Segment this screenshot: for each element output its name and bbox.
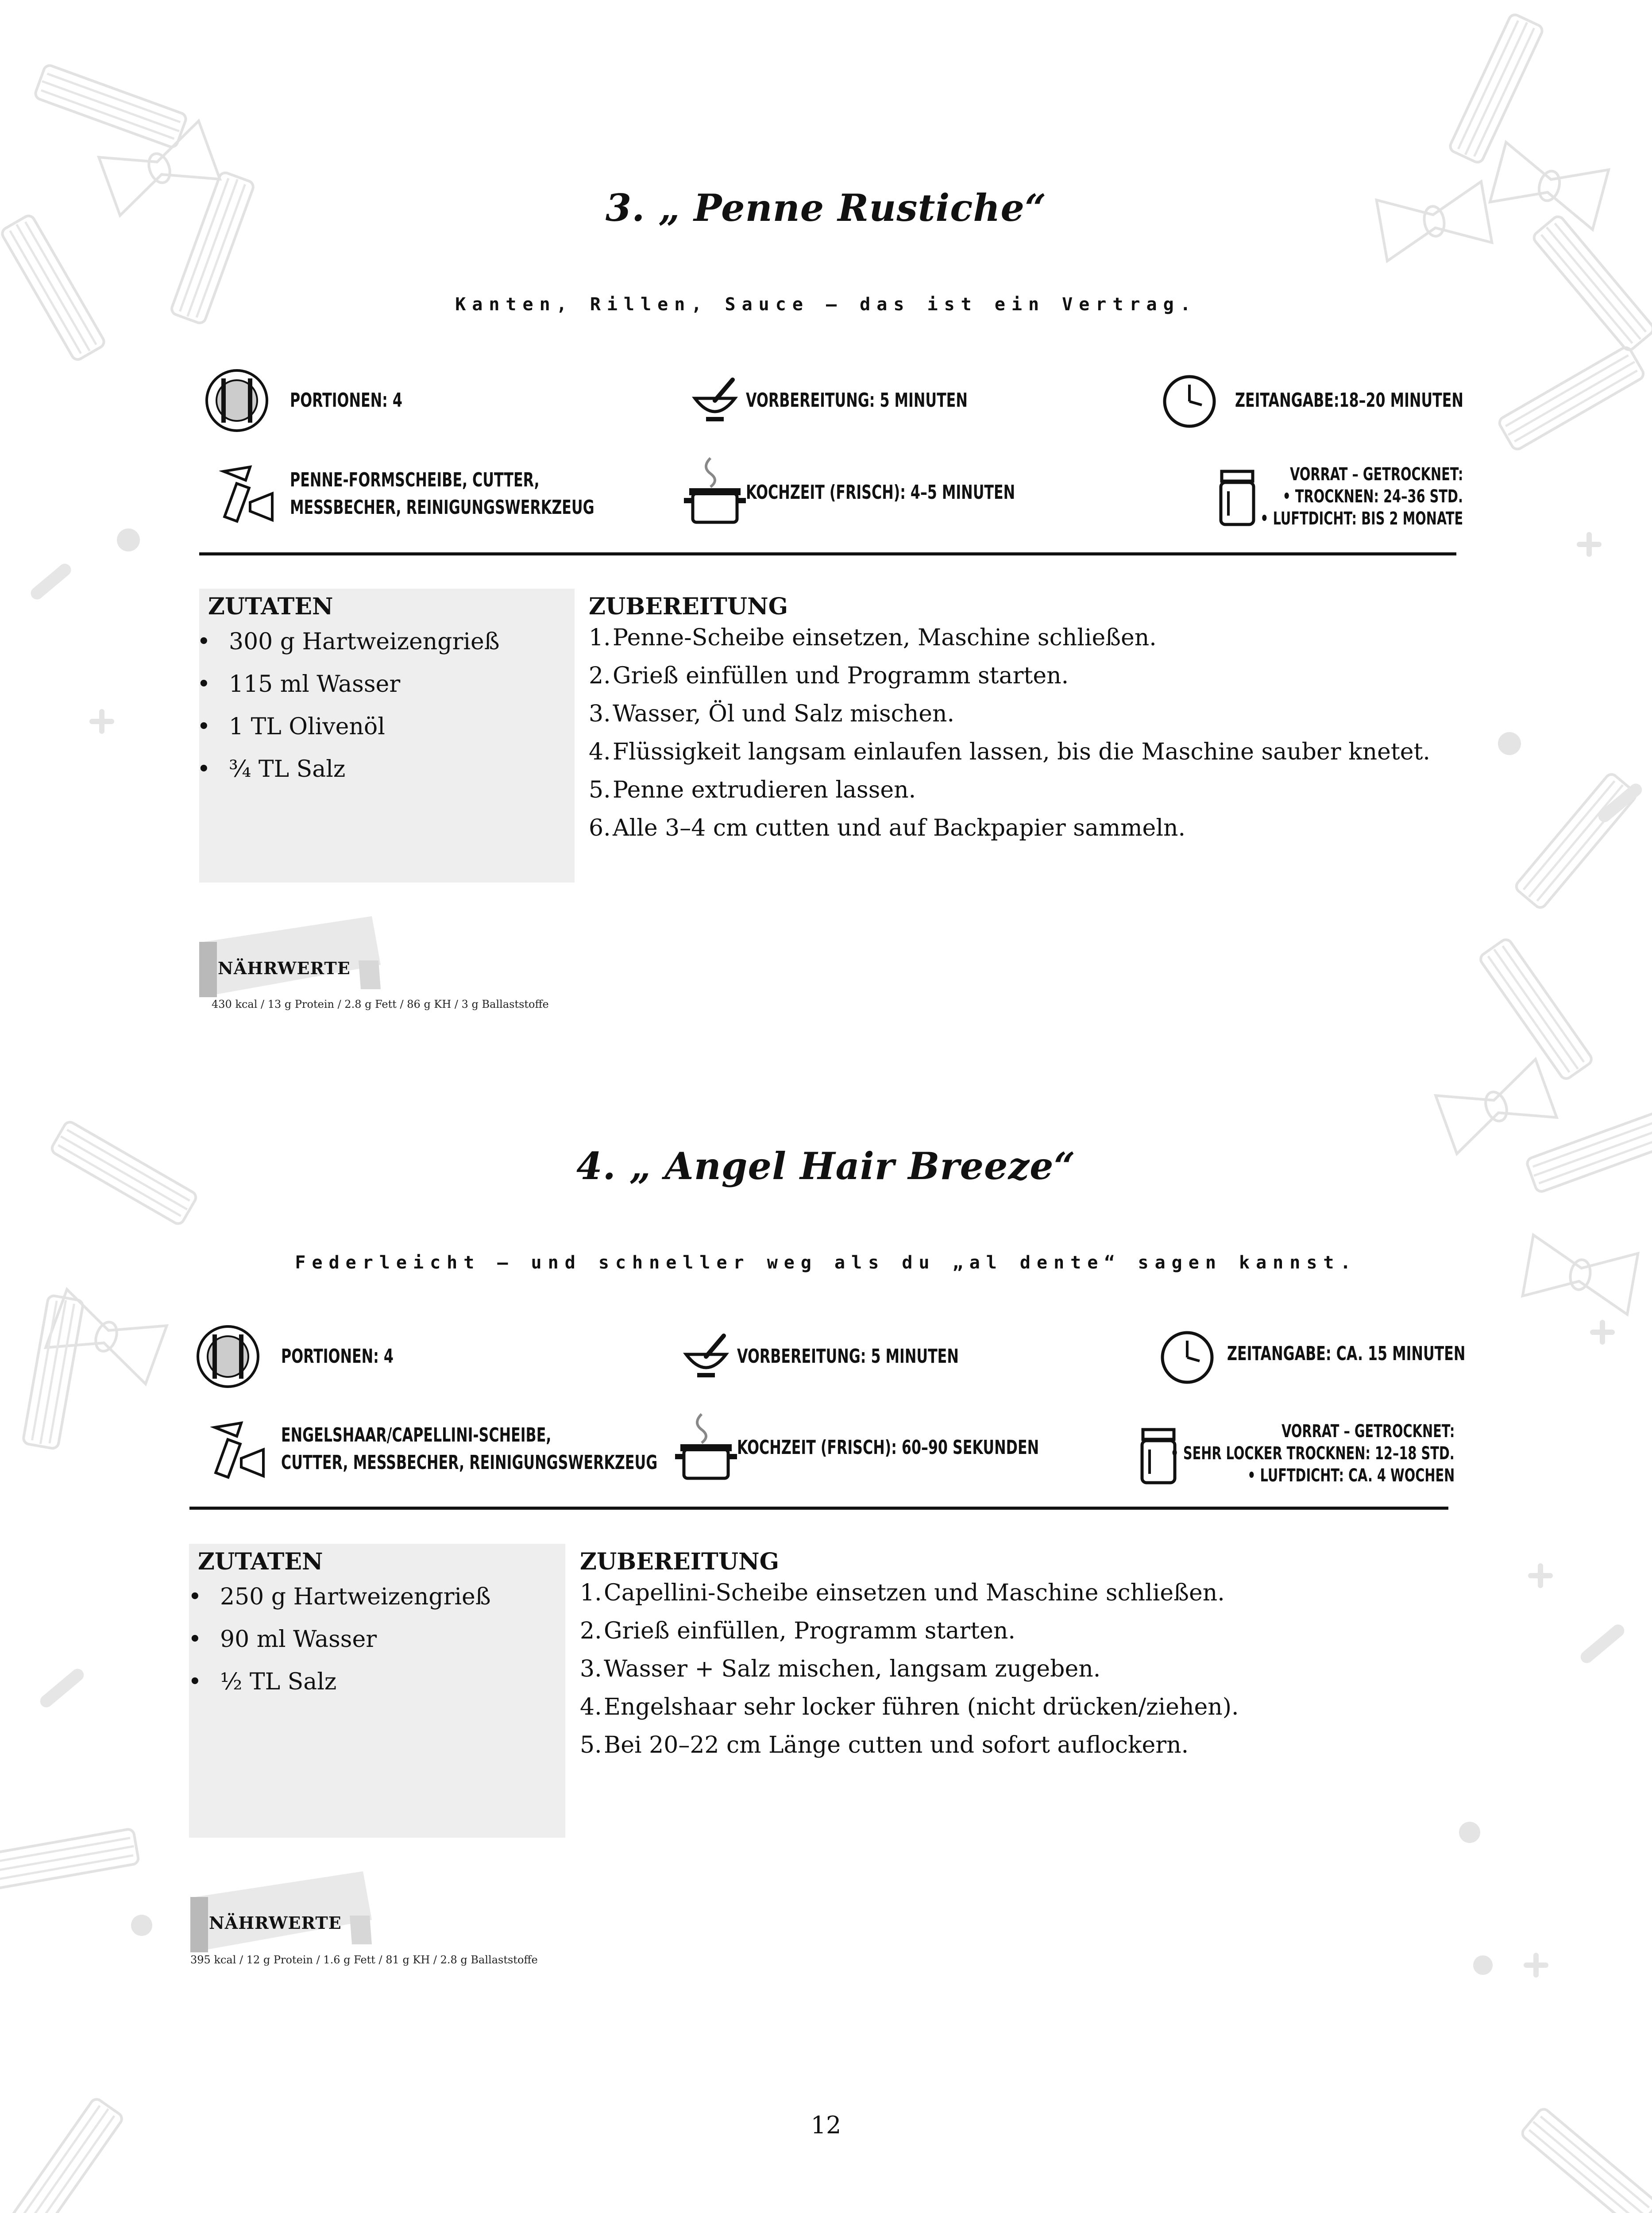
step-number: 4.	[580, 1694, 602, 1720]
tools-icon	[219, 463, 277, 524]
step-number: 1.	[589, 625, 611, 651]
step-text: Capellini-Scheibe einsetzen und Maschine schließen.	[604, 1580, 1225, 1606]
zutaten-list	[188, 1576, 491, 1703]
zeitangabe-text: ZEITANGABE: CA. 15 MINUTEN	[1227, 1342, 1466, 1365]
portionen-text: PORTIONEN: 4	[281, 1345, 394, 1368]
step-text: Penne-Scheibe einsetzen, Maschine schließen.	[613, 625, 1157, 651]
recipe-title: 3. „ Penne Rustiche“	[605, 186, 1047, 230]
step-number: 2.	[580, 1618, 602, 1644]
page-number: 12	[811, 2111, 841, 2139]
recipe-subtitle: Federleicht – und schneller weg als du „al dente“ sagen kannst.	[295, 1253, 1357, 1273]
portionen-text: PORTIONEN: 4	[290, 389, 402, 412]
geraete-line-2: CUTTER, MESSBECHER, REINIGUNGSWERKZEUG	[281, 1451, 658, 1474]
zutat-item: • 115 ml Wasser	[197, 663, 500, 706]
vorbereitung-text: VORBEREITUNG: 5 MINUTEN	[737, 1345, 959, 1368]
clock-icon	[1160, 1330, 1215, 1385]
step-number: 3.	[589, 701, 611, 727]
mortar-bowl-icon	[682, 1332, 730, 1381]
zutat-item: • 1 TL Olivenöl	[197, 706, 500, 748]
step-item	[589, 809, 1430, 847]
zubereitung-heading: ZUBEREITUNG	[589, 593, 788, 620]
step-item	[589, 619, 1430, 657]
kochzeit-text: KOCHZEIT (FRISCH): 60–90 SEKUNDEN	[737, 1436, 1039, 1459]
naehrwerte-label: NÄHRWERTE	[209, 1913, 342, 1933]
vorrat-line-3: • LUFTDICHT: BIS 2 MONATE	[1260, 509, 1463, 529]
vorrat-line-2: • SEHR LOCKER TROCKNEN: 12–18 STD.	[1170, 1443, 1455, 1464]
step-number: 6.	[589, 815, 611, 841]
step-text: Flüssigkeit langsam einlaufen lassen, bis die Maschine sauber knetet.	[613, 739, 1430, 765]
zutat-item: • ¾ TL Salz	[197, 748, 500, 790]
step-text: Grieß einfüllen, Programm starten.	[604, 1618, 1015, 1644]
cooking-pot-icon	[675, 1410, 737, 1485]
step-item	[580, 1688, 1239, 1726]
recipe-title: 4. „ Angel Hair Breeze“	[576, 1144, 1076, 1188]
step-text: Grieß einfüllen und Programm starten.	[613, 663, 1069, 689]
storage-jar-icon	[1217, 469, 1257, 527]
geraete-line-1: ENGELSHAAR/CAPELLINI-SCHEIBE,	[281, 1424, 552, 1446]
mortar-bowl-icon	[691, 376, 739, 425]
naehrwerte-label: NÄHRWERTE	[218, 958, 351, 978]
naehrwerte-banner	[190, 1867, 376, 1955]
step-number: 3.	[580, 1656, 602, 1682]
clock-icon	[1162, 374, 1217, 429]
step-item	[580, 1726, 1239, 1764]
vorrat-line-3: • LUFTDICHT: CA. 4 WOCHEN	[1247, 1465, 1455, 1486]
zutaten-list	[197, 621, 500, 790]
step-item	[589, 771, 1430, 809]
naehrwerte-values: 430 kcal / 13 g Protein / 2.8 g Fett / 86 g KH / 3 g Ballaststoffe	[212, 998, 549, 1010]
section-divider	[199, 552, 1456, 555]
zutaten-heading: ZUTATEN	[208, 593, 333, 620]
step-item	[589, 657, 1430, 695]
step-text: Alle 3–4 cm cutten und auf Backpapier sammeln.	[613, 815, 1185, 841]
zutaten-heading: ZUTATEN	[198, 1548, 323, 1575]
zubereitung-steps	[589, 619, 1430, 847]
geraete-line-1: PENNE-FORMSCHEIBE, CUTTER,	[290, 469, 540, 491]
geraete-line-2: MESSBECHER, REINIGUNGSWERKZEUG	[290, 496, 594, 519]
step-item	[580, 1650, 1239, 1688]
step-number: 5.	[580, 1732, 602, 1758]
plate-cutlery-icon	[204, 367, 270, 434]
step-text: Wasser, Öl und Salz mischen.	[613, 701, 955, 727]
step-number: 2.	[589, 663, 611, 689]
step-number: 4.	[589, 739, 611, 765]
zutat-item: • 250 g Hartweizengrieß	[188, 1576, 491, 1618]
tools-icon	[210, 1419, 268, 1480]
plate-cutlery-icon	[195, 1323, 261, 1390]
section-divider	[189, 1507, 1448, 1510]
cooking-pot-icon	[684, 454, 746, 529]
zubereitung-steps	[580, 1574, 1239, 1764]
vorrat-line-1: VORRAT – GETROCKNET:	[1289, 464, 1463, 485]
step-item	[580, 1612, 1239, 1650]
step-item	[589, 695, 1430, 733]
zutat-item: • ½ TL Salz	[188, 1661, 491, 1703]
zeitangabe-text: ZEITANGABE:18–20 MINUTEN	[1235, 389, 1463, 412]
step-item	[580, 1574, 1239, 1612]
naehrwerte-banner	[199, 912, 385, 1000]
vorbereitung-text: VORBEREITUNG: 5 MINUTEN	[746, 389, 968, 412]
step-item	[589, 733, 1430, 771]
step-text: Bei 20–22 cm Länge cutten und sofort auflockern.	[604, 1732, 1189, 1758]
zutat-item: • 90 ml Wasser	[188, 1618, 491, 1661]
zubereitung-heading: ZUBEREITUNG	[580, 1548, 780, 1575]
naehrwerte-values: 395 kcal / 12 g Protein / 1.6 g Fett / 81 g KH / 2.8 g Ballaststoffe	[190, 1954, 538, 1966]
step-text: Engelshaar sehr locker führen (nicht drücken/ziehen).	[604, 1694, 1239, 1720]
kochzeit-text: KOCHZEIT (FRISCH): 4–5 MINUTEN	[746, 481, 1015, 504]
step-text: Penne extrudieren lassen.	[613, 777, 916, 803]
recipe-subtitle: Kanten, Rillen, Sauce – das ist ein Vertrag.	[455, 294, 1197, 315]
vorrat-line-1: VORRAT – GETROCKNET:	[1281, 1421, 1455, 1442]
step-number: 1.	[580, 1580, 602, 1606]
vorrat-line-2: • TROCKNEN: 24–36 STD.	[1282, 486, 1463, 507]
zutat-item: • 300 g Hartweizengrieß	[197, 621, 500, 663]
step-number: 5.	[589, 777, 611, 803]
step-text: Wasser + Salz mischen, langsam zugeben.	[604, 1656, 1101, 1682]
